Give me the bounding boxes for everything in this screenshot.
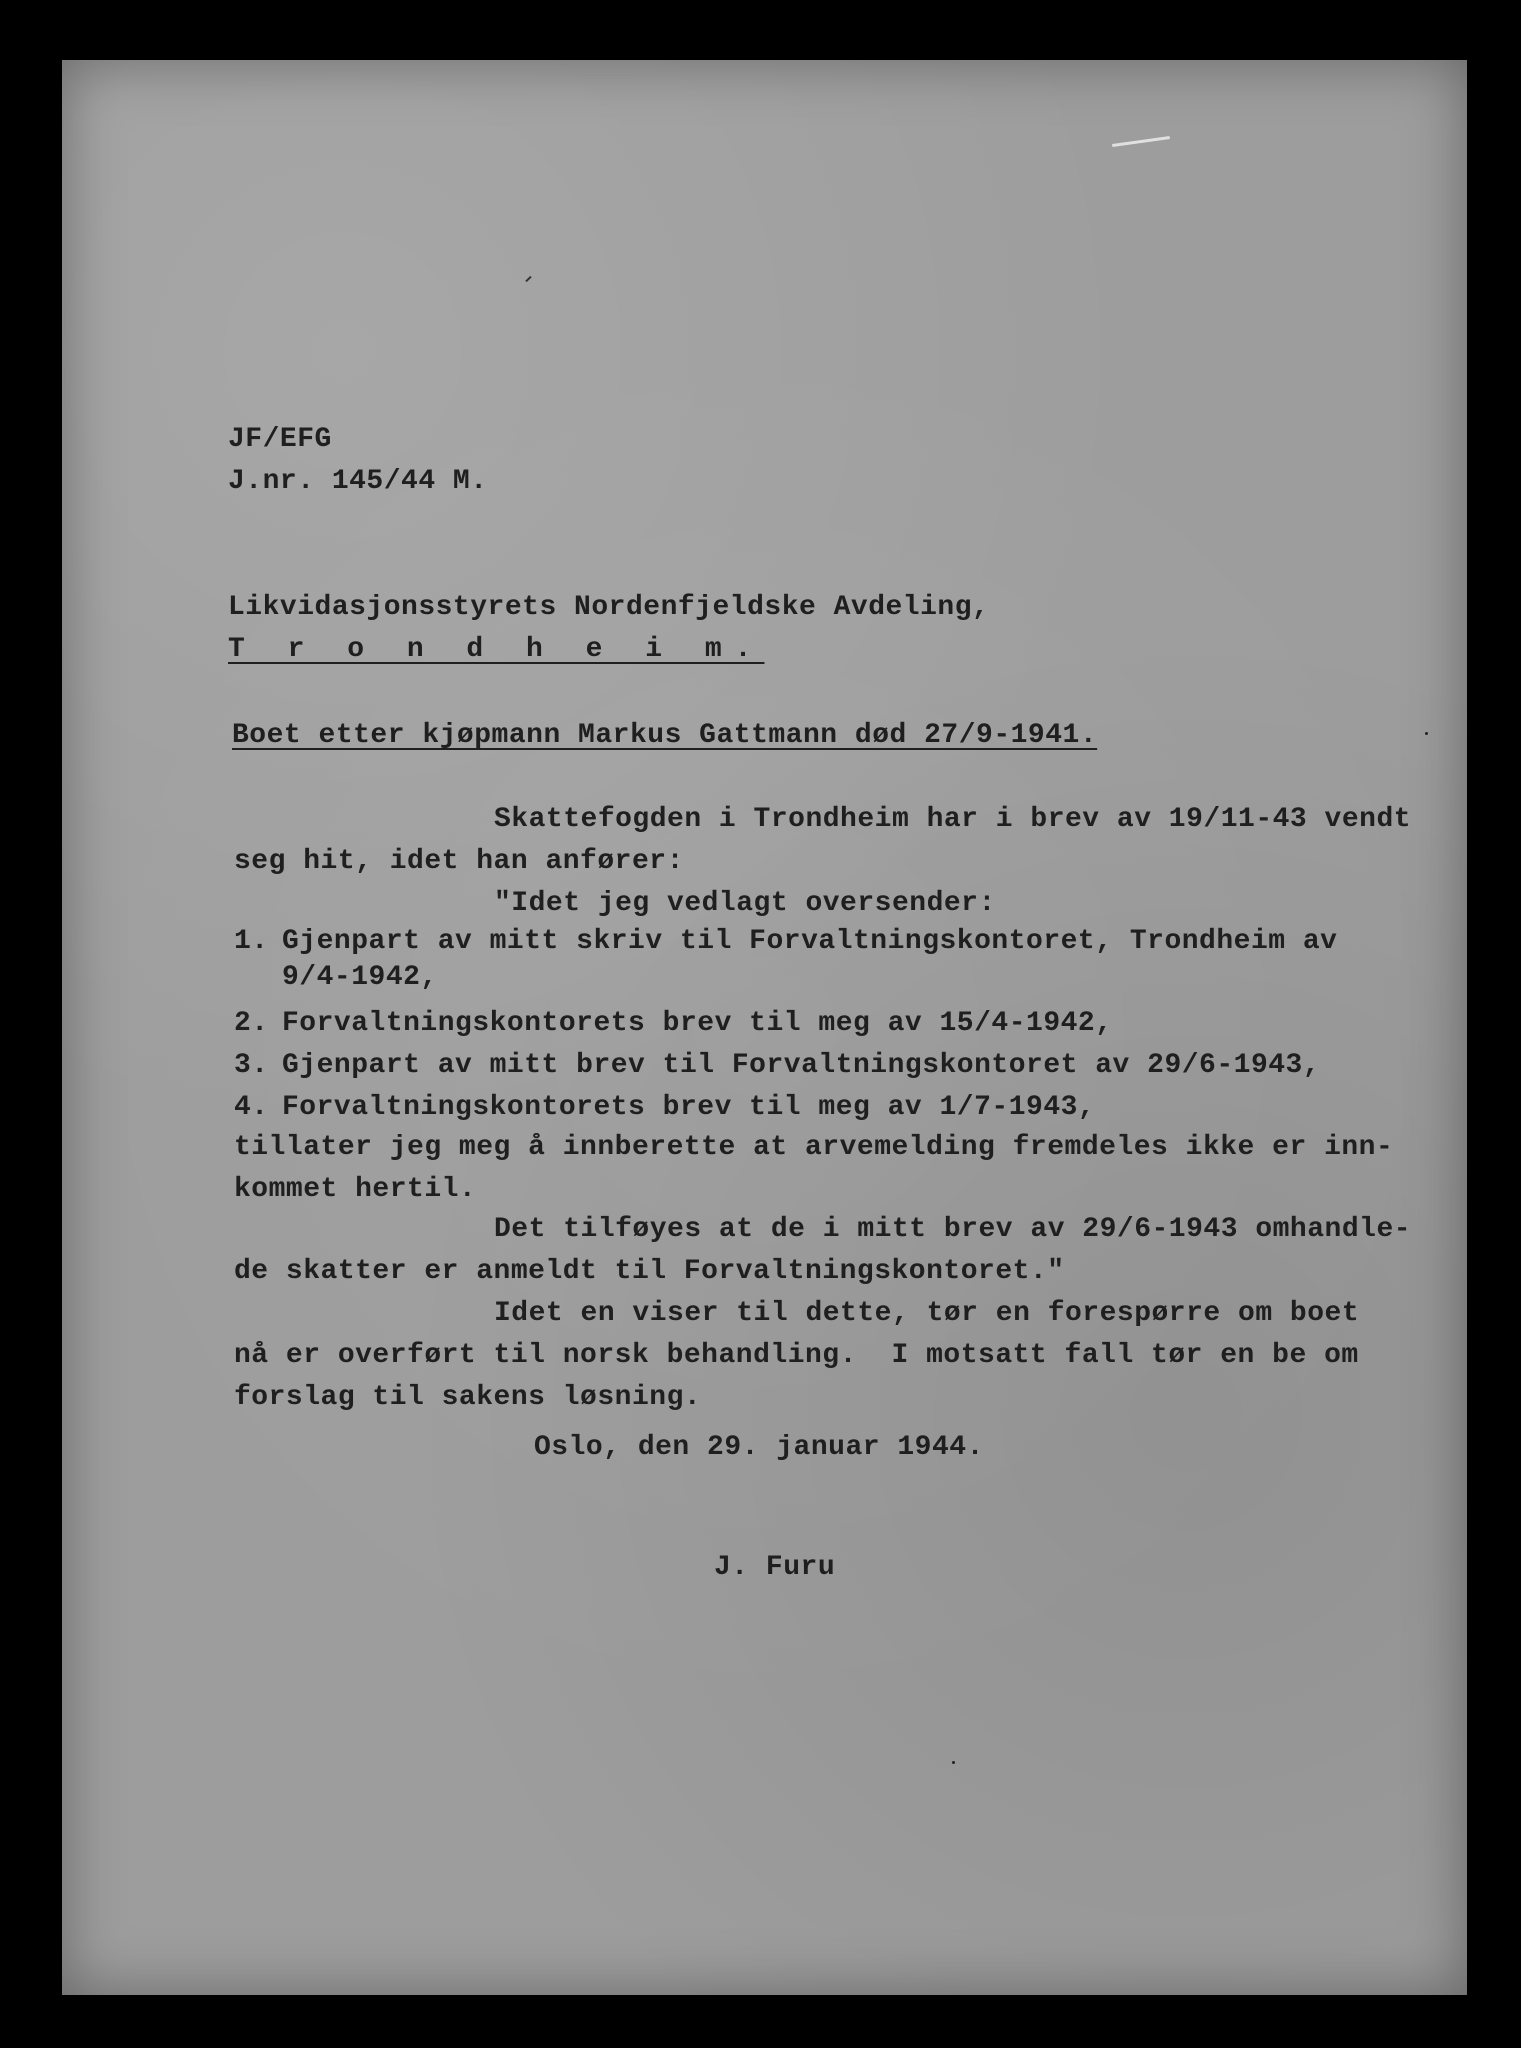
dateline: Oslo, den 29. januar 1944. — [534, 1432, 984, 1463]
paper-speck — [1425, 732, 1428, 735]
quote-intro: "Idet jeg vedlagt oversender: — [494, 888, 996, 919]
body-paragraph-3-line-3: forslag til sakens løsning. — [234, 1382, 702, 1413]
enclosure-number: 4. — [234, 1092, 269, 1123]
quote-paragraph-2-line-1: Det tilføyes at de i mitt brev av 29/6-1943 omhandle- — [494, 1214, 1412, 1245]
body-paragraph-3-line-1: Idet en viser til dette, tør en forespørre om boet — [494, 1298, 1360, 1329]
quote-paragraph-2-line-2: de skatter er anmeldt til Forvaltningskontoret." — [234, 1256, 1065, 1287]
body-paragraph-3-line-2: nå er overført til norsk behandling. I motsatt fall tør en be om — [234, 1340, 1359, 1371]
tick-mark — [525, 276, 531, 282]
enclosure-text: Forvaltningskontorets brev til meg av 15/4-1942, — [282, 1008, 1113, 1039]
enclosure-number: 3. — [234, 1050, 269, 1081]
enclosure-text-continued: 9/4-1942, — [282, 962, 438, 993]
recipient-organisation: Likvidasjonsstyrets Nordenfjeldske Avdeling, — [228, 592, 990, 623]
quote-continuation-line-2: kommet hertil. — [234, 1174, 477, 1205]
signature: J. Furu — [714, 1552, 836, 1583]
body-paragraph-1-line-1: Skattefogden i Trondheim har i brev av 19/11-43 vendt — [494, 804, 1412, 835]
subject-line: Boet etter kjøpmann Markus Gattmann død 27/9-1941. — [232, 720, 1098, 751]
reference-initials: JF/EFG — [228, 424, 332, 455]
quote-continuation-line-1: tillater jeg meg å innberette at arvemelding fremdeles ikke er inn- — [234, 1132, 1394, 1163]
recipient-city: T r o n d h e i m. — [228, 634, 765, 665]
pen-mark — [1112, 136, 1170, 147]
enclosure-number: 2. — [234, 1008, 269, 1039]
body-paragraph-1-line-2: seg hit, idet han anfører: — [234, 846, 684, 877]
journal-number: J.nr. 145/44 M. — [228, 466, 488, 497]
letter-page — [62, 60, 1467, 1995]
enclosure-text: Forvaltningskontorets brev til meg av 1/7-1943, — [282, 1092, 1096, 1123]
enclosure-text: Gjenpart av mitt brev til Forvaltningskontoret av 29/6-1943, — [282, 1050, 1321, 1081]
enclosure-number: 1. — [234, 926, 269, 957]
enclosure-text: Gjenpart av mitt skriv til Forvaltningskontoret, Trondheim av — [282, 926, 1338, 957]
paper-speck — [952, 1761, 955, 1764]
